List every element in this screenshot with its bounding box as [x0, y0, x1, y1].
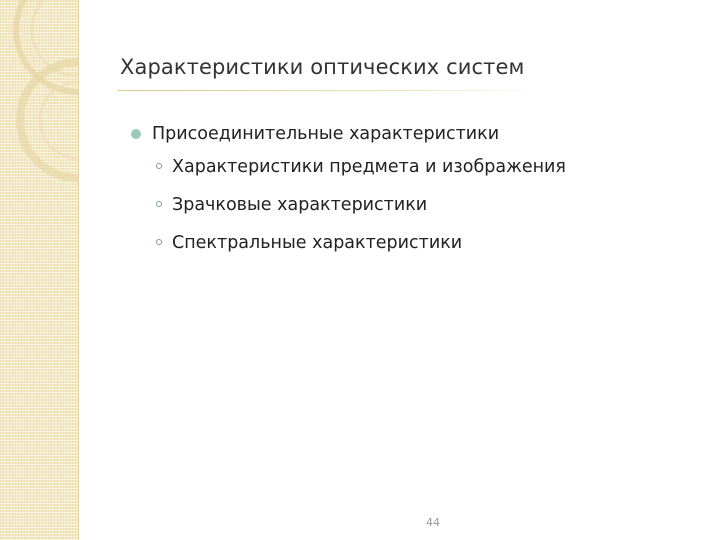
- decorative-circles-icon: [0, 0, 78, 540]
- sub-bullet-text: Характеристики предмета и изображения: [172, 157, 566, 177]
- sub-bullet-item: [128, 148, 566, 186]
- sub-bullet-ring-icon: [156, 239, 162, 245]
- sub-bullet-text: Зрачковые характеристики: [172, 195, 428, 215]
- decorative-side-panel: [0, 0, 79, 540]
- page-number: 44: [426, 516, 440, 529]
- sub-bullet-ring-icon: [156, 163, 162, 169]
- bullet-text: Присоединительные характеристики: [152, 124, 500, 144]
- title-divider: [118, 90, 538, 91]
- bullet-dot-icon: [131, 129, 141, 139]
- sub-bullet-text: Спектральные характеристики: [172, 233, 463, 253]
- sub-bullet-ring-icon: [156, 201, 162, 207]
- bullet-item: [128, 120, 566, 148]
- bullet-list: [128, 120, 566, 262]
- slide-title: Характеристики оптических систем: [120, 55, 525, 79]
- sub-bullet-item: [128, 224, 566, 262]
- sub-bullet-item: [128, 186, 566, 224]
